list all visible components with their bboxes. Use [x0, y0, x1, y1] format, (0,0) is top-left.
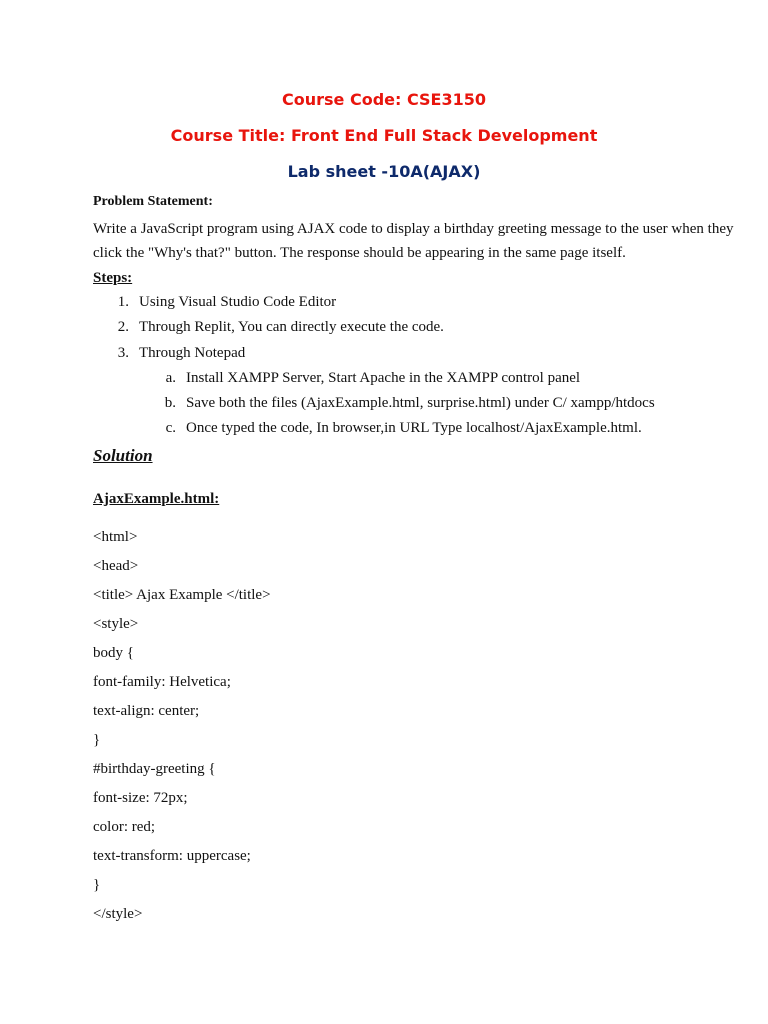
- sub-step-letter: a.: [165, 370, 176, 386]
- step-text: Using Visual Studio Code Editor: [139, 294, 337, 310]
- code-line: body {: [93, 645, 134, 661]
- code-line: <head>: [93, 558, 139, 574]
- problem-statement-text: Write a JavaScript program using AJAX code to display a birthday greeting message to the user when they click the "Why's that?" button. The response should be appearing in the same page itself.: [93, 221, 734, 261]
- problem-statement-label: Problem Statement:: [93, 194, 213, 209]
- sub-step-text: Save both the files (AjaxExample.html, surprise.html) under C/ xampp/htdocs: [186, 395, 655, 411]
- code-line: #birthday-greeting {: [93, 761, 216, 777]
- step-number: 3.: [117, 345, 129, 361]
- step-item: [105, 294, 336, 311]
- solution-heading: Solution: [93, 446, 153, 465]
- sub-step-text: Install XAMPP Server, Start Apache in the XAMPP control panel: [186, 370, 581, 386]
- code-line: font-family: Helvetica;: [93, 674, 231, 690]
- course-code: Course Code: CSE3150: [282, 90, 486, 109]
- code-line: text-align: center;: [93, 703, 200, 719]
- code-line: color: red;: [93, 819, 156, 835]
- steps-label: Steps:: [93, 270, 133, 286]
- code-line: <style>: [93, 616, 139, 632]
- lab-sheet-title: Lab sheet -10A(AJAX): [287, 162, 481, 181]
- sub-step-text: Once typed the code, In browser,in URL Type localhost/AjaxExample.html.: [186, 420, 642, 436]
- code-line: <title> Ajax Example </title>: [93, 587, 271, 603]
- sub-step-letter: c.: [165, 420, 176, 436]
- code-line: text-transform: uppercase;: [93, 848, 251, 864]
- code-line: </style>: [93, 906, 143, 922]
- step-item: [105, 345, 245, 362]
- course-title: Course Title: Front End Full Stack Development: [170, 126, 598, 145]
- code-line: }: [93, 877, 101, 893]
- step-text: Through Replit, You can directly execute the code.: [139, 319, 444, 335]
- step-item: [105, 319, 444, 336]
- code-line: <html>: [93, 529, 138, 545]
- step-number: 2.: [117, 319, 129, 335]
- code-line: font-size: 72px;: [93, 790, 188, 806]
- step-text: Through Notepad: [139, 345, 246, 361]
- file-label: AjaxExample.html:: [93, 491, 220, 507]
- sub-step-letter: b.: [164, 395, 176, 411]
- code-line: }: [93, 732, 101, 748]
- sub-step-item: [160, 420, 642, 437]
- sub-step-item: [160, 395, 655, 412]
- step-number: 1.: [117, 294, 129, 310]
- sub-step-item: [160, 370, 580, 387]
